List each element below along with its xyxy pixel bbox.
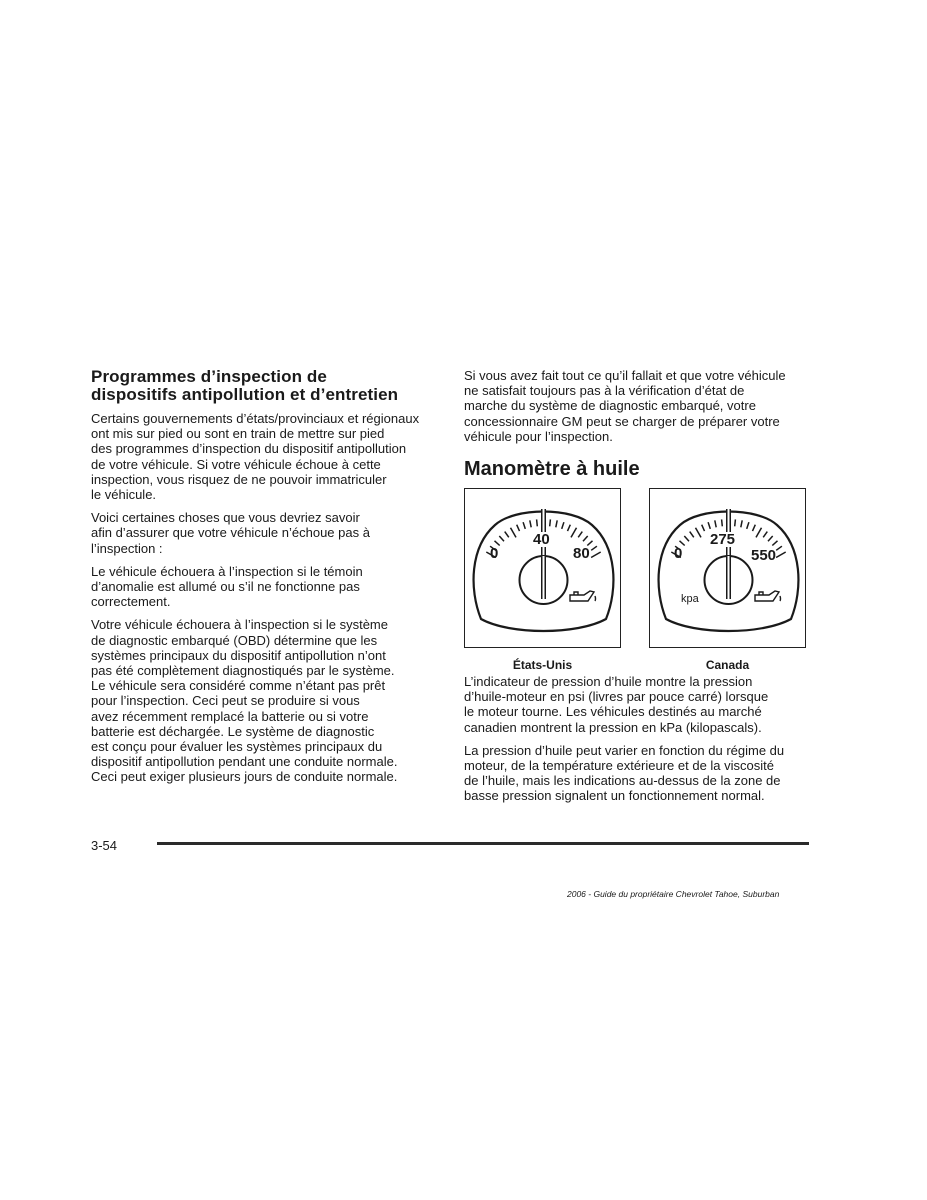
- running-footer: 2006 - Guide du propriétaire Chevrolet Tahoe, Suburban: [567, 889, 780, 899]
- gauge-tick: [690, 532, 694, 538]
- gauge-tick: [550, 519, 551, 526]
- gauge-tick: [702, 525, 705, 531]
- oil-can-icon: [755, 591, 781, 601]
- paragraph: Votre véhicule échouera à l’inspection si le système de diagnostic embarqué (OBD) détermine que les systèmes principaux du dispositif antipollution n’ont pas été complètement diagnostiqués par le système. Le véhicule sera considéré comme n’étant pas prêt pour l’inspection. Ceci peut se produire si vous avez récemment remplacé la batterie ou si votre batterie est déchargée. Le système de diagnostic est conçu pour évaluer les systèmes principaux du dispositif antipollution pendant une conduite normale. Ceci peut exiger plusieurs jours de conduite normale.: [91, 617, 398, 785]
- paragraph: Voici certaines choses que vous devriez savoir afin d’assurer que votre véhicule n’échoue pas à l’inspection :: [91, 510, 370, 556]
- gauge-tick: [776, 552, 786, 558]
- gauge-canada-min-label: 0: [674, 545, 683, 563]
- gauge-tick: [741, 520, 742, 527]
- gauge-canada-max-label: 550: [751, 547, 777, 565]
- gauge-illustrations: [464, 488, 814, 674]
- paragraph: L’indicateur de pression d’huile montre la pression d’huile-moteur en psi (livres par pouce carré) lorsque le moteur tourne. Les véhicules destinés au marché canadien montrent la pression en kPa (kilopascals).: [464, 674, 769, 735]
- gauge-tick: [511, 528, 517, 538]
- gauge-tick: [523, 522, 525, 529]
- gauge-tick: [684, 536, 689, 541]
- gauge-tick: [556, 520, 557, 527]
- gauge-tick: [583, 536, 588, 541]
- gauge-canada-mid-label: 275: [710, 531, 736, 549]
- left-column: [91, 368, 441, 793]
- gauge-tick: [756, 528, 762, 538]
- gauge-tick: [715, 520, 716, 527]
- gauge-tick: [722, 519, 723, 526]
- oil-pressure-gauge-heading: Manomètre à huile: [464, 458, 640, 481]
- gauge-tick: [735, 519, 736, 526]
- gauge-tick: [747, 522, 749, 529]
- gauge-canada-unit-label: kpa: [681, 593, 699, 606]
- gauge-tick: [505, 532, 509, 538]
- gauge-us-illustration: [464, 488, 621, 648]
- gauge-us-caption: États-Unis: [512, 658, 573, 673]
- gauge-us-max-label: 80: [573, 545, 590, 563]
- gauge-tick: [578, 532, 582, 538]
- gauge-tick: [517, 525, 520, 531]
- gauge-tick: [768, 536, 773, 541]
- gauge-tick: [499, 536, 504, 541]
- gauge-us-min-label: 0: [490, 545, 499, 563]
- gauge-tick: [772, 541, 777, 546]
- gauge-tick: [763, 532, 767, 538]
- right-column: [464, 368, 814, 812]
- gauge-canada-caption: Canada: [705, 658, 750, 673]
- oil-pressure-gauge-us-drawing: [465, 489, 622, 649]
- paragraph: Si vous avez fait tout ce qu’il fallait et que votre véhicule ne satisfait toujours pas à la vérification d’état de marche du système de diagnostic embarqué, votre concessionnaire GM peut se charger de préparer votre véhicule pour l’inspection.: [464, 368, 786, 444]
- gauge-tick: [591, 552, 601, 558]
- paragraph: La pression d’huile peut varier en fonction du régime du moteur, de la température extérieure et de la viscosité de l’huile, mais les indications au-dessus de la zone de basse pression signalent un fonctionnement normal.: [464, 742, 785, 804]
- footer-rule: [157, 842, 809, 845]
- oil-pressure-gauge-canada-drawing: [650, 489, 807, 649]
- gauge-tick: [537, 519, 538, 526]
- paragraph: Certains gouvernements d’états/provinciaux et régionaux ont mis sur pied ou sont en train de mettre sur pied des programmes d’inspection du dispositif antipollution de votre véhicule. Si votre véhicule échoue à cette inspection, vous risquez de ne pouvoir immatriculer le véhicule.: [91, 411, 420, 503]
- gauge-tick: [568, 525, 571, 531]
- gauge-tick: [530, 520, 531, 527]
- gauge-tick: [696, 528, 702, 538]
- gauge-canada-illustration: [649, 488, 806, 648]
- gauge-tick: [708, 522, 710, 529]
- gauge-tick: [591, 546, 597, 550]
- page-number: 3-54: [91, 838, 118, 853]
- gauge-tick: [776, 546, 782, 550]
- gauge-us-mid-label: 40: [533, 531, 550, 549]
- emissions-inspection-heading: Programmes d’inspection de dispositifs antipollution et d’entretien: [91, 367, 399, 404]
- gauge-tick: [571, 528, 577, 538]
- paragraph: Le véhicule échouera à l’inspection si le témoin d’anomalie est allumé ou s’il ne fonctionne pas correctement.: [91, 563, 363, 610]
- gauge-tick: [753, 525, 756, 531]
- oil-can-icon: [570, 591, 596, 601]
- gauge-tick: [562, 522, 564, 529]
